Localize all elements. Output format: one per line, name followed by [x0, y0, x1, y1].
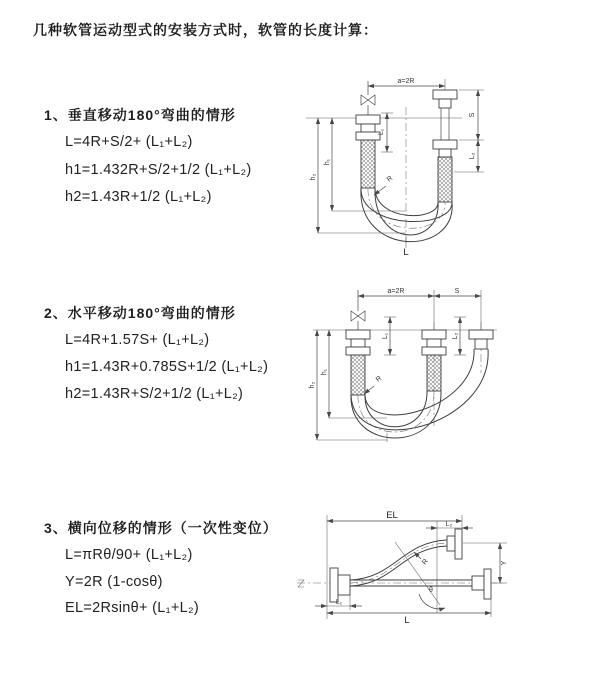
braided-hose-section — [427, 355, 441, 391]
dimension-top — [358, 288, 481, 330]
dimension-L2 — [452, 317, 466, 355]
dimension-L2 — [454, 140, 484, 172]
dim-label-L2: L₂ — [445, 521, 453, 528]
angle-theta — [419, 587, 445, 609]
dim-label-h1: h₁ — [324, 158, 331, 166]
dim-label-L: L — [404, 615, 410, 626]
reference-lines — [297, 515, 505, 619]
top-right-flange — [447, 529, 462, 559]
dim-label-h2: h₂ — [310, 173, 317, 181]
dim-label-Y: Y — [501, 560, 508, 566]
dimension-S — [459, 90, 484, 140]
break-mark — [298, 580, 304, 587]
section-2-formula-L: L=4R+1.57S+ (L₁+L₂) — [65, 332, 210, 348]
right-pipe-fittings — [433, 90, 457, 202]
dim-label-h2: h₂ — [309, 381, 316, 389]
dimension-L2 — [426, 521, 473, 528]
braided-hose-section — [351, 355, 365, 395]
section-3-heading: 3、横向位移的情形（一次性变位） — [44, 520, 278, 536]
radius-callout — [374, 175, 394, 195]
dim-label-R: R — [374, 374, 384, 384]
dimension-L — [327, 599, 491, 626]
dim-label-a2R: a=2R — [387, 288, 405, 295]
radius-construction — [395, 542, 440, 605]
section-2-formula-h2: h2=1.43R+S/2+1/2 (L₁+L₂) — [65, 386, 244, 402]
dimension-L1 — [315, 595, 362, 610]
middle-hose-fitting — [422, 330, 446, 391]
section-3-formula-L: L=πRθ/90+ (L₁+L₂) — [65, 547, 193, 563]
left-flange — [330, 568, 350, 602]
right-hose-fitting — [469, 330, 493, 349]
dim-label-theta: θ — [429, 587, 433, 594]
dim-label-R: R — [385, 174, 395, 184]
dim-label-L2: L₂ — [452, 332, 459, 340]
section-1-formula-h1: h1=1.432R+S/2+1/2 (L₁+L₂) — [65, 162, 252, 178]
dim-label-S: S — [454, 288, 460, 295]
section-1-formula-h2: h2=1.43R+1/2 (L₁+L₂) — [65, 189, 212, 205]
diagram-vertical-180-bend — [300, 65, 600, 265]
dim-label-h1: h₁ — [321, 368, 328, 376]
dim-label-L2: L₂ — [469, 152, 476, 160]
dim-label-L1: L₁ — [382, 332, 389, 340]
dimension-top-a2R — [368, 78, 445, 90]
dim-label-a2R: a=2R — [397, 78, 415, 85]
dim-label-L1: L₁ — [335, 599, 343, 606]
dimension-L1 — [382, 317, 396, 355]
section-3-formula-Y: Y=2R (1-cosθ) — [65, 574, 163, 590]
braided-hose-section — [361, 140, 375, 188]
dim-label-EL: EL — [386, 510, 398, 521]
dim-label-S: S — [469, 112, 476, 118]
section-1-formula-L: L=4R+S/2+ (L₁+L₂) — [65, 134, 193, 150]
dimension-EL — [327, 510, 462, 528]
left-hose-fitting — [346, 330, 370, 395]
dimension-h2 — [309, 330, 387, 440]
braided-hose-section — [438, 157, 452, 202]
section-2-heading: 2、水平移动180°弯曲的情形 — [44, 305, 236, 321]
length-callout — [403, 237, 408, 258]
dim-label-L: L — [403, 247, 409, 258]
diagram-lateral-displacement — [295, 495, 600, 650]
dim-label-L1: L₁ — [378, 128, 385, 136]
dim-label-R: R — [421, 557, 430, 567]
left-hose-fitting — [356, 115, 380, 188]
diagram-horizontal-180-bend — [305, 278, 600, 463]
section-2-formula-h1: h1=1.43R+0.785S+1/2 (L₁+L₂) — [65, 359, 269, 375]
section-1-heading: 1、垂直移动180°弯曲的情形 — [44, 107, 236, 123]
right-lower-flange — [472, 569, 491, 599]
hose-u-curves — [351, 349, 488, 438]
page-title: 几种软管运动型式的安装方式时，软管的长度计算： — [33, 22, 378, 38]
section-3-formula-EL: EL=2Rsinθ+ (L₁+L₂) — [65, 600, 200, 616]
